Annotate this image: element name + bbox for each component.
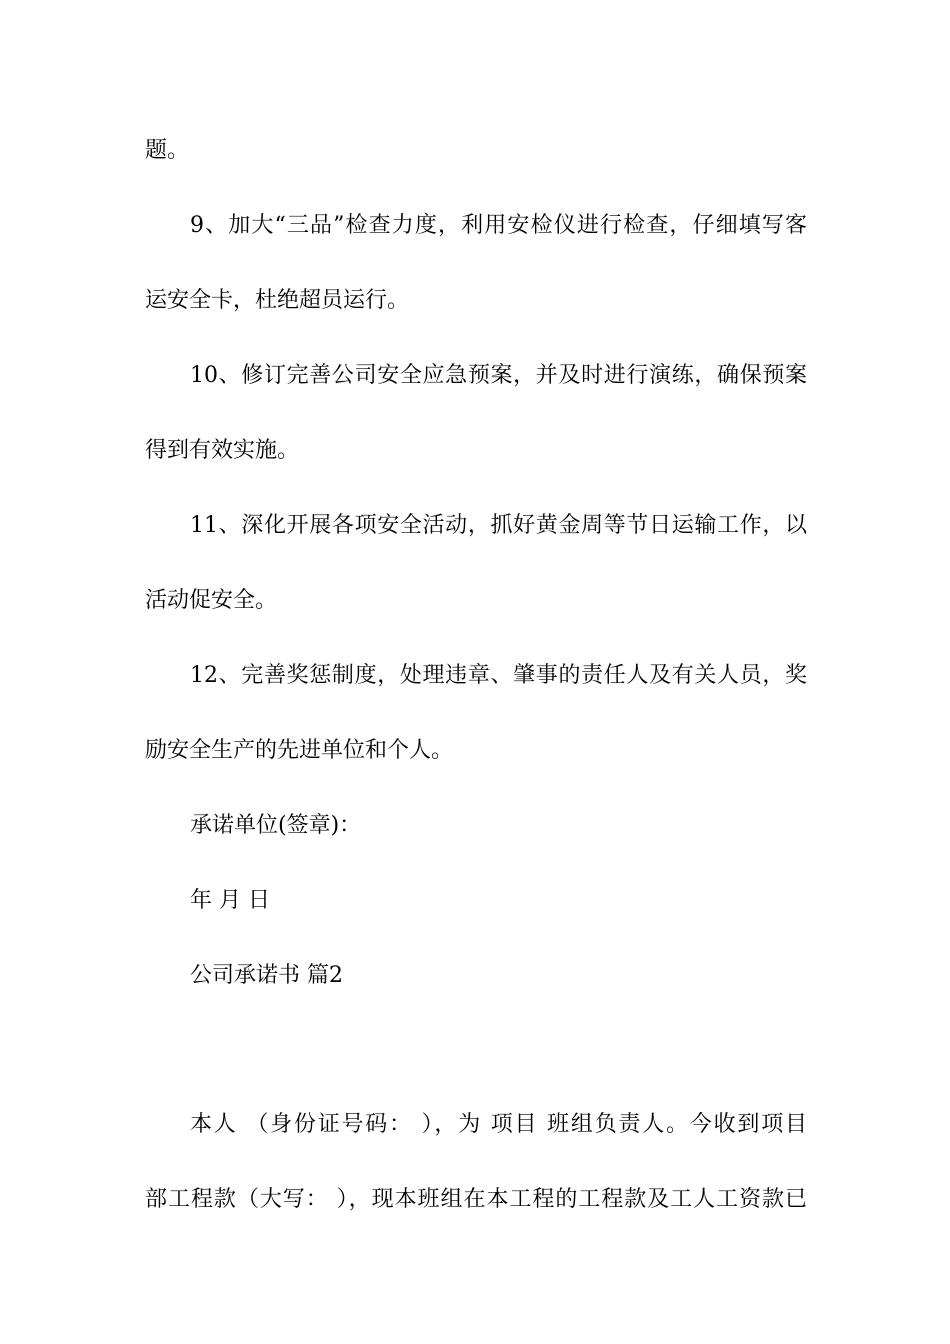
paragraph-line: 9、加大“三品”检查力度，利用安检仪进行检查，仔细填写客 (190, 213, 807, 238)
section-title: 公司承诺书 篇2 (190, 963, 343, 988)
paragraph-line: 本人 （身份证号码： ），为 项目 班组负责人。今收到项目 (190, 1112, 807, 1137)
paragraph-line: 运安全卡，杜绝超员运行。 (145, 288, 410, 313)
paragraph-line: 12、完善奖惩制度，处理违章、肇事的责任人及有关人员，奖 (190, 663, 807, 688)
paragraph-line: 题。 (145, 138, 190, 163)
paragraph-line: 10、修订完善公司安全应急预案，并及时进行演练，确保预案 (190, 363, 807, 388)
paragraph-line: 励安全生产的先进单位和个人。 (145, 738, 454, 763)
paragraph-line: 活动促安全。 (145, 588, 278, 613)
signature-label: 承诺单位(签章)： (190, 813, 362, 838)
paragraph-line: 部工程款（大写： ），现本班组在本工程的工程款及工人工资款已 (145, 1187, 807, 1212)
date-label: 年 月 日 (190, 888, 270, 913)
paragraph-line: 11、深化开展各项安全活动，抓好黄金周等节日运输工作，以 (190, 513, 807, 538)
paragraph-line: 得到有效实施。 (145, 438, 300, 463)
